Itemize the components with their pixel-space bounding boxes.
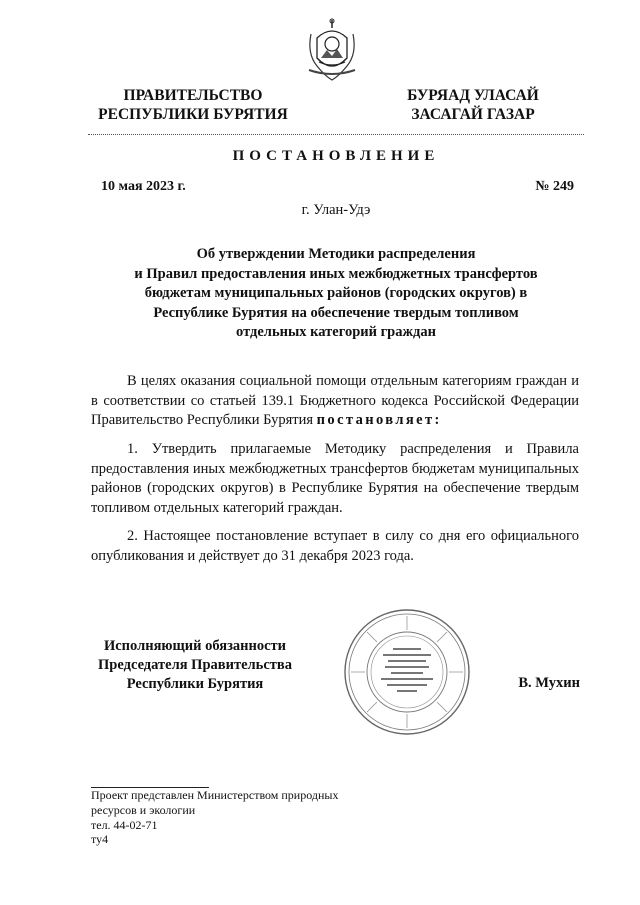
government-name-ru [88,86,298,124]
header-right-line1: БУРЯАД УЛАСАЙ [407,87,539,104]
signatory-name: В. Мухин [518,675,580,691]
document-city: г. Улан-Удэ [301,202,371,218]
position-line2: Председателя Правительства [98,657,292,673]
document-date: 10 мая 2023 г. [101,179,186,194]
footer-phone: тел. 44-02-71 [91,818,158,832]
title-line: Об утверждении Методики распределения [196,246,476,262]
resolves-emphasis: постановляет: [316,412,442,428]
header-divider [88,134,584,135]
document-number: № 249 [535,179,574,194]
position-line1: Исполняющий обязанности [103,638,287,654]
project-note [91,788,391,833]
footer-line2: ресурсов и экологии [91,803,196,817]
clause-1-paragraph: 1. Утвердить прилагаемые Методику распределения и Правила предоставления иных межбюджетных трансфертов бюджетам муниципальных районов (городских округов) в Республике Бурятия на обеспечение твердым топливом отдельных категорий граждан. [91,441,579,516]
header-left-line1: ПРАВИТЕЛЬСТВО [123,87,263,104]
title-line: бюджетам муниципальных районов (городских округов) в [144,285,528,301]
footer-line1: Проект представлен Министерством природных [91,788,339,802]
document-code: ту4 [91,832,109,846]
preamble-paragraph [91,372,579,431]
position-line3: Республики Бурятия [126,676,264,692]
title-line: и Правил предоставления иных межбюджетных трансфертов [134,265,538,282]
official-seal [343,608,471,736]
signatory-position [88,637,302,694]
preamble-text: В целях оказания социальной помощи отдельным категориям граждан и в соответствии со статьей 139.1 Бюджетного кодекса Российской Федерации Правительство Республики Бурятия [91,373,579,428]
government-name-bur [388,86,558,124]
header-right-line2: ЗАСАГАЙ ГАЗАР [411,106,535,123]
document-type: ПОСТАНОВЛЕНИЕ [232,148,440,164]
header-left-line2: РЕСПУБЛИКИ БУРЯТИЯ [98,106,288,123]
title-line: Республике Бурятия на обеспечение твердым топливом [153,304,519,321]
coat-of-arms-icon [303,18,361,84]
title-line: отдельных категорий граждан [236,324,436,340]
document-title [88,245,584,343]
clause-2-paragraph: 2. Настоящее постановление вступает в силу со дня его официального опубликования и действует до 31 декабря 2023 года. [91,528,579,564]
